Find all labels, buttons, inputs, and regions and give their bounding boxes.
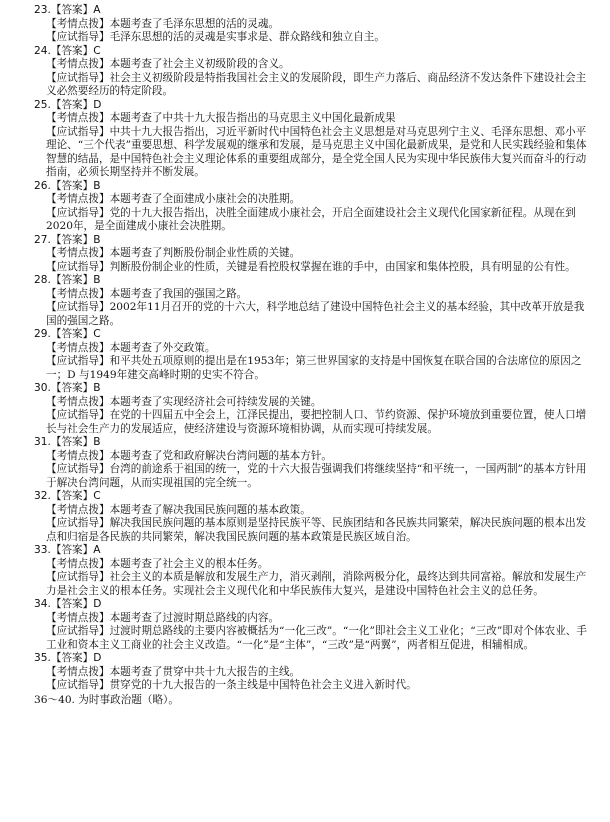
exam-point-line [34,612,594,626]
answer-line [34,328,594,342]
guidance-tag: 【应试指导】 [46,355,110,367]
question-number: 32. [34,490,51,502]
question-number: 26. [34,179,51,192]
question-block [34,4,594,45]
exam-point-text: 本题考查了全面建成小康社会的决胜期。 [109,193,301,205]
answer-line [34,45,594,59]
question-block [34,598,594,652]
answer-value: 【答案】B [50,274,101,286]
exam-point-text: 本题考查了过渡时期总路线的内容。 [109,611,280,624]
exam-point-tag: 【考情点拨】 [46,395,110,408]
exam-point-tag: 【考情点拨】 [46,247,110,259]
guidance-line [34,571,594,598]
exam-point-tag: 【考情点拨】 [46,341,110,354]
guidance-tag: 【应试指导】 [46,301,110,313]
guidance-tag: 【应试指导】 [46,31,110,43]
footer-note: 36～40. 为时事政治题（略）。 [34,693,179,706]
guidance-text: 贯穿党的十九大报告的一条主线是中国特色社会主义进入新时代。 [109,679,417,691]
exam-point-text: 本题考查了中共十九大报告指出的马克思主义中国化最新成果 [109,112,396,124]
guidance-text: 解决我国民族问题的基本原则是坚持民族平等、民族团结和各民族共同繁荣，解决民族问题的根本出发点和归宿是各民族的共同繁荣，解决我国民族问题的基本政策是民族区域自治。 [46,517,587,543]
question-number: 23. [34,4,51,16]
exam-point-tag: 【考情点拨】 [46,503,110,516]
exam-point-line [34,247,594,261]
answer-value: 【答案】B [50,436,101,448]
question-block [34,382,594,436]
question-block [34,180,594,234]
exam-point-line [34,112,594,126]
question-block [34,99,594,180]
exam-point-text: 本题考查了判断股份制企业性质的关键。 [109,247,301,259]
guidance-line [34,409,594,436]
answer-line [34,234,594,248]
guidance-text: 社会主义的本质是解放和发展生产力，消灭剥削，消除两极分化，最终达到共同富裕。解放和发展生产力是社会主义的根本任务。实现社会主义现代化和中华民族伟大复兴，是建设中国特色社会主义的总任务。 [46,571,587,597]
exam-point-line [34,396,594,410]
exam-point-line [34,193,594,207]
exam-point-tag: 【考情点拨】 [46,58,110,70]
guidance-text: 毛泽东思想的活的灵魂是实事求是、群众路线和独立自主。 [109,31,385,43]
exam-point-text: 本题考查了社会主义初级阶段的含义。 [109,58,290,70]
guidance-text: 2002年11月召开的党的十六大，科学地总结了建设中国特色社会主义的基本经验，其中改革开放是我国的强国之路。 [46,301,585,327]
exam-point-text: 本题考查了解决我国民族问题的基本政策。 [109,503,311,516]
question-block [34,45,594,99]
guidance-tag: 【应试指导】 [46,625,110,637]
question-block [34,328,594,382]
exam-point-text: 本题考查了社会主义的根本任务。 [109,557,269,570]
answer-line [34,544,594,558]
guidance-tag: 【应试指导】 [46,71,110,84]
guidance-line [34,31,594,45]
answer-line [34,274,594,288]
exam-point-text: 本题考查了实现经济社会可持续发展的关键。 [109,395,322,408]
guidance-text: 在党的十四届五中全会上，江泽民提出，要把控制人口、节约资源、保护环境放到重要位置，使人口增长与社会生产力的发展适应，使经济建设与资源环境相协调，从而实现可持续发展。 [46,409,587,435]
question-number: 27. [34,233,51,246]
answer-value: 【答案】D [50,598,102,610]
question-block [34,544,594,598]
exam-point-line [34,558,594,572]
guidance-tag: 【应试指导】 [46,571,110,583]
exam-point-text: 本题考查了贯穿中共十九大报告的主线。 [109,665,301,678]
question-number: 35. [34,652,51,664]
answer-value: 【答案】B [50,233,101,246]
guidance-line [34,126,594,180]
guidance-tag: 【应试指导】 [46,409,110,421]
guidance-tag: 【应试指导】 [46,517,110,529]
answer-line [34,652,594,666]
exam-point-line [34,666,594,680]
question-number: 28. [34,274,51,286]
guidance-tag: 【应试指导】 [46,125,110,138]
exam-point-tag: 【考情点拨】 [46,193,110,205]
guidance-text: 党的十九大报告指出，决胜全面建成小康社会，开启全面建设社会主义现代化国家新征程。从现在到2020年，是全面建成小康社会决胜期。 [46,206,576,232]
exam-point-tag: 【考情点拨】 [46,112,110,124]
answer-value: 【答案】D [50,98,102,111]
guidance-text: 社会主义初级阶段是特指我国社会主义的发展阶段，即生产力落后、商品经济不发达条件下建设社会主义必然要经历的特定阶段。 [46,71,587,97]
exam-point-text: 本题考查了我国的强国之路。 [109,287,248,300]
question-block [34,436,594,490]
guidance-line [34,463,594,490]
answer-line [34,99,594,113]
exam-point-text: 本题考查了党和政府解决台湾问题的基本方针。 [109,449,333,462]
guidance-tag: 【应试指导】 [46,463,110,475]
exam-point-line [34,504,594,518]
question-list [34,4,594,693]
question-number: 31. [34,436,51,448]
guidance-line [34,207,594,234]
question-number: 29. [34,328,51,340]
question-number: 25. [34,98,51,111]
question-number: 24. [34,44,51,57]
question-block [34,490,594,544]
guidance-line [34,72,594,99]
question-block [34,652,594,693]
exam-point-tag: 【考情点拨】 [46,17,110,30]
guidance-line [34,679,594,693]
guidance-text: 和平共处五项原则的提出是在1953年；第三世界国家的支持是中国恢复在联合国的合法席位的原因之一；D 与1949年建交高峰时期的史实不符合。 [46,355,582,381]
guidance-line [34,301,594,328]
guidance-text: 台湾的前途系于祖国的统一，党的十六大报告强调我们将继续坚持“和平统一，一国两制”的基本方针用于解决台湾问题，从而实现祖国的完全统一。 [46,463,587,489]
exam-point-line [34,342,594,356]
question-number: 33. [34,544,51,556]
answer-line [34,436,594,450]
answer-value: 【答案】B [50,179,101,192]
answer-line [34,598,594,612]
answer-line [34,490,594,504]
answer-line [34,4,594,18]
question-block [34,274,594,328]
exam-point-text: 本题考查了毛泽东思想的活的灵魂。 [109,17,280,30]
exam-point-text: 本题考查了外交政策。 [109,341,216,354]
guidance-text: 过渡时期总路线的主要内容被概括为“一化三改”。“一化”即社会主义工业化；“三改”即对个体农业、手工业和资本主义工商业的社会主义改造。“一化”是“主体”，“三改”是“两翼”，两者相互促进，相辅相成。 [46,625,587,651]
exam-point-tag: 【考情点拨】 [46,449,110,462]
answer-value: 【答案】C [50,490,101,502]
guidance-tag: 【应试指导】 [46,206,110,219]
exam-point-tag: 【考情点拨】 [46,287,110,300]
answer-value: 【答案】A [50,4,101,16]
exam-point-tag: 【考情点拨】 [46,665,110,678]
answer-value: 【答案】C [50,328,101,340]
exam-point-line [34,288,594,302]
question-block [34,234,594,275]
guidance-tag: 【应试指导】 [46,260,110,273]
guidance-line [34,355,594,382]
answer-value: 【答案】B [50,382,101,394]
exam-point-line [34,450,594,464]
guidance-tag: 【应试指导】 [46,679,110,691]
exam-point-tag: 【考情点拨】 [46,557,110,570]
guidance-line [34,261,594,275]
guidance-line [34,625,594,652]
answer-line [34,382,594,396]
question-number: 30. [34,382,51,394]
exam-point-tag: 【考情点拨】 [46,611,110,624]
question-number: 34. [34,598,51,610]
exam-point-line [34,18,594,32]
guidance-text: 中共十九大报告指出，习近平新时代中国特色社会主义思想是对马克思列宁主义、毛泽东思想、邓小平理论、“三个代表”重要思想、科学发展观的继承和发展，是马克思主义中国化最新成果，是党和人民实践经验和集体智慧的结晶，是中国特色社会主义理论体系的重要组成部分，是全党全国人民为实现中华民族伟大复兴而奋斗的行动指南，必须长期坚持并不断发展。 [46,125,587,178]
answer-value: 【答案】D [50,652,102,664]
answer-line [34,180,594,194]
answer-value: 【答案】A [50,544,101,556]
guidance-text: 判断股份制企业的性质，关键是看控股权掌握在谁的手中，由国家和集体控股，具有明显的公有性。 [109,260,576,273]
answer-value: 【答案】C [50,44,101,57]
exam-point-line [34,58,594,72]
guidance-line [34,517,594,544]
